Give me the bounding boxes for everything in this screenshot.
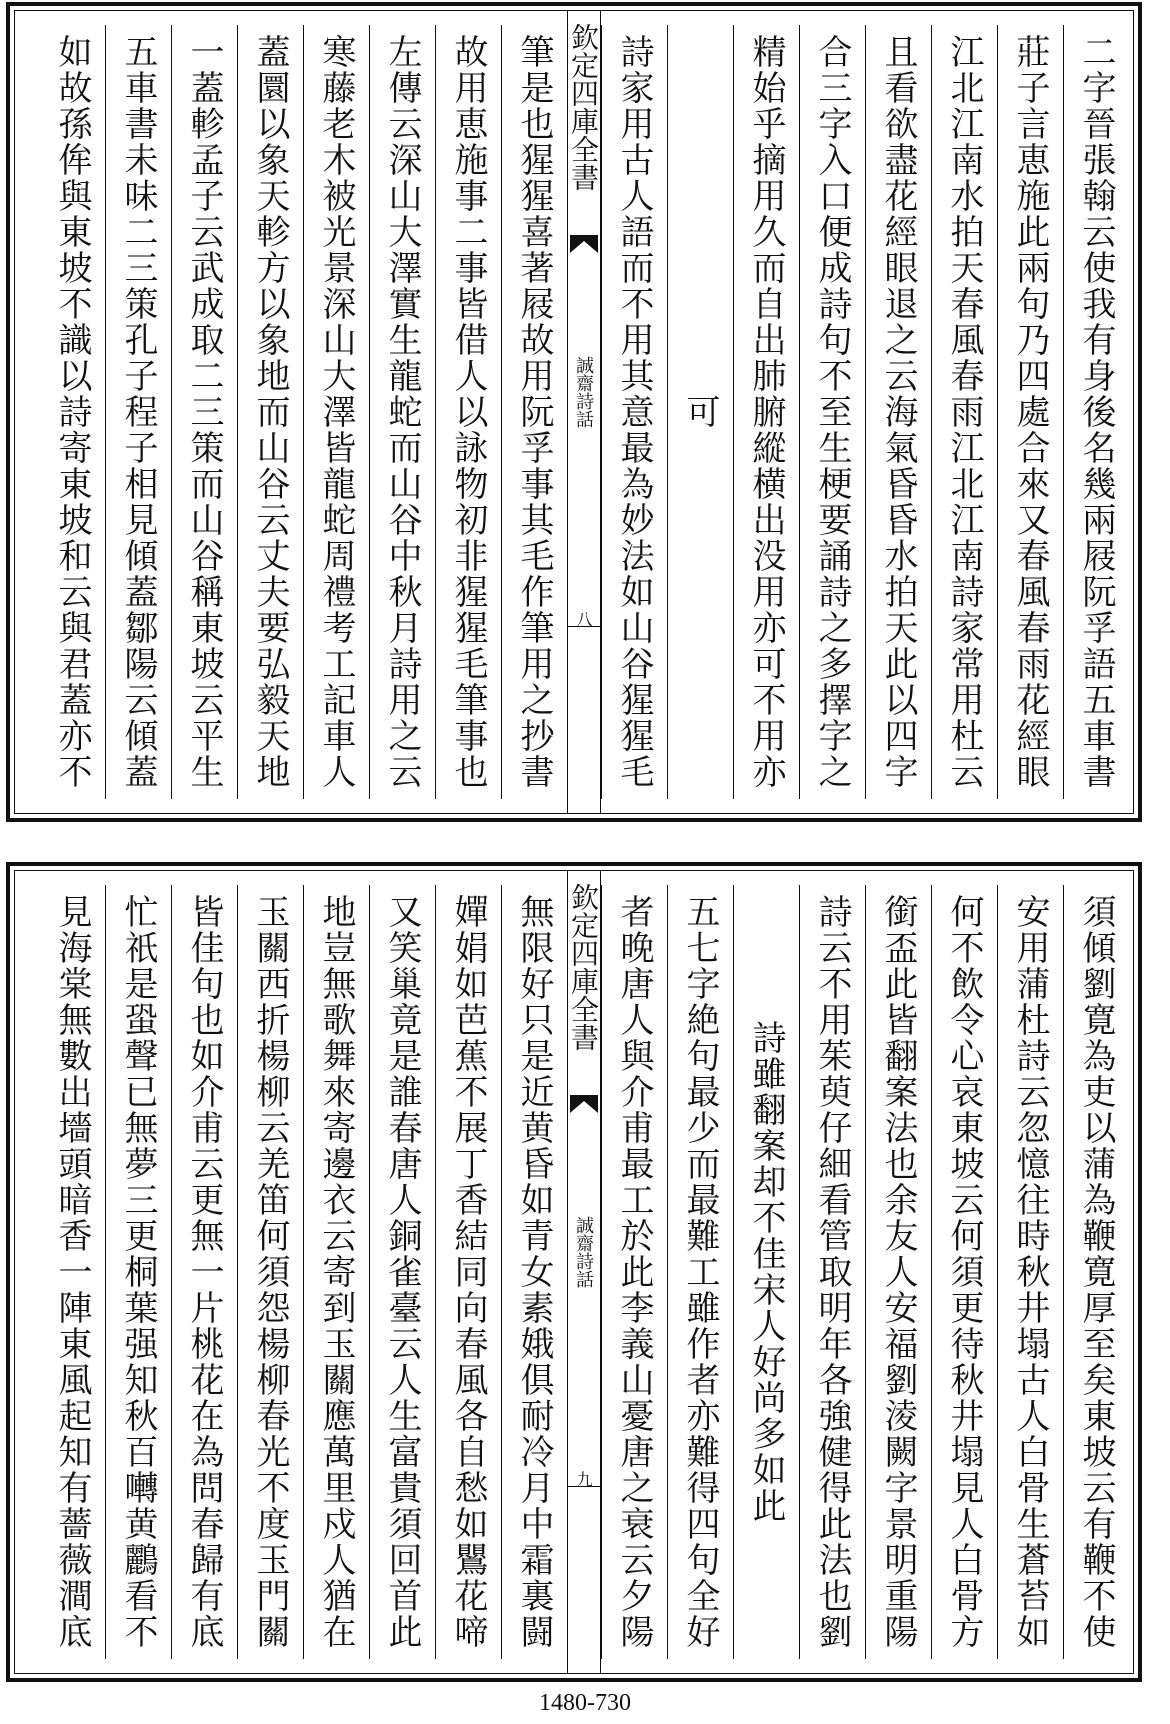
top-page-left-column: 五車書未味二三策孔子程子相見傾蓋鄒陽云傾蓋 (105, 25, 171, 799)
top-page-right-column: 詩家用古人語而不用其意最為妙法如山谷猩猩毛 (601, 25, 667, 799)
top-page-right-column: 且看欲盡花經眼退之云海氣昏昏水拍天此以四字 (865, 25, 931, 799)
page-code: 1480-730 (539, 1690, 631, 1716)
top-page-left-column: 故用恵施事二事皆借人以詠物初非猩猩毛筆事也 (435, 25, 501, 799)
book-title: 欽定四庫全書 (567, 23, 600, 191)
top-page-right-column: 莊子言恵施此兩句乃四處合來又春風春雨花經眼 (997, 25, 1063, 799)
top-page-left-column: 蓋圜以象天軫方以象地而山谷云丈夫要弘毅天地 (237, 25, 303, 799)
bottom-page-frame (14, 870, 1134, 1674)
top-page-left-column: 一蓋軫孟子云武成取二三策而山谷稱東坡云平生 (171, 25, 237, 799)
bottom-page-left-column: 玉關西折楊柳云羌笛何須怨楊柳春光不度玉門關 (237, 885, 303, 1659)
bottom-page-right-column: 安用蒲杜詩云忽憶往時秋井塌古人白骨生蒼苔如 (997, 885, 1063, 1659)
book-title: 欽定四庫全書 (567, 883, 600, 1051)
folio-number: 八 (574, 611, 593, 627)
fish-tail-mark-icon (570, 1093, 598, 1115)
bottom-page-left-column: 見海棠無數出墻頭暗香一陣東風起知有薔薇澗底 (52, 894, 92, 1650)
folio-number: 九 (574, 1471, 593, 1487)
bottom-page-left-column: 嬋娟如芭蕉不展丁香結同向春風各自愁如鸎花啼 (435, 885, 501, 1659)
bottom-page-left-column: 地豈無歌舞來寄邊衣云寄到玉關應萬里戍人猶在 (303, 885, 369, 1659)
top-page-left-column: 筆是也猩猩喜著屐故用阮孚事其毛作筆用之抄書 (501, 25, 567, 799)
top-page-left-column: 左傳云深山大澤實生龍蛇而山谷中秋月詩用之云 (369, 25, 435, 799)
bottom-page-left-column: 無限好只是近黄昏如青女素娥俱耐冷月中霜裏闘 (501, 885, 567, 1659)
book-subtitle: 誠齋詩話 (573, 1216, 594, 1288)
bottom-page (6, 862, 1142, 1682)
bottom-page-right-column: 詩雖翻案却不佳宋人好尚多如此 (733, 885, 799, 1659)
top-page-right-column: 合三字入口便成詩句不至生梗要誦詩之多擇字之 (799, 25, 865, 799)
bottom-page-right-column: 五七字絶句最少而最難工雖作者亦難得四句全好 (667, 885, 733, 1659)
bottom-page-right-column: 詩云不用茱萸仔細看管取明年各強健得此法也劉 (799, 885, 865, 1659)
fish-tail-mark-icon (570, 233, 598, 255)
bottom-page-right-column: 須傾劉寛為吏以蒲為鞭寛厚至矣東坡云有鞭不使 (1063, 885, 1129, 1659)
top-page-frame (14, 10, 1134, 814)
bottom-page-right-column: 何不飲令心哀東坡云何須更待秋井塌見人白骨方 (931, 885, 997, 1659)
bottom-page-left-column: 皆佳句也如介甫云更無一片桃花在為問春歸有底 (171, 885, 237, 1659)
top-page-left-column: 如故孫侔與東坡不識以詩寄東坡和云與君蓋亦不 (52, 34, 92, 790)
book-subtitle: 誠齋詩話 (573, 356, 594, 428)
center-margin-strip (567, 11, 601, 813)
center-margin-strip (567, 871, 601, 1673)
bottom-page-left-column: 忙祇是蛩聲已無夢三更桐葉强知秋百囀黄鸝看不 (105, 885, 171, 1659)
top-page-right-column: 可 (667, 25, 733, 799)
bottom-page-left-column: 又笑巢竟是誰春唐人銅雀臺云人生富貴須回首此 (369, 885, 435, 1659)
bottom-page-right-column: 銜盃此皆翻案法也余友人安福劉淩闕字景明重陽 (865, 885, 931, 1659)
top-page-right-column: 江北江南水拍天春風春雨江北江南詩家常用杜云 (931, 25, 997, 799)
top-page-left-column: 寒藤老木被光景深山大澤皆龍蛇周禮考工記車人 (303, 25, 369, 799)
top-page-right-column: 二字晉張翰云使我有身後名幾兩屐阮孚語五車書 (1063, 25, 1129, 799)
top-page-right-column: 精始乎摘用久而自出肺腑縱横出没用亦可不用亦 (733, 25, 799, 799)
bottom-page-right-column: 者晚唐人與介甫最工於此李義山憂唐之衰云夕陽 (601, 885, 667, 1659)
top-page (6, 2, 1142, 822)
